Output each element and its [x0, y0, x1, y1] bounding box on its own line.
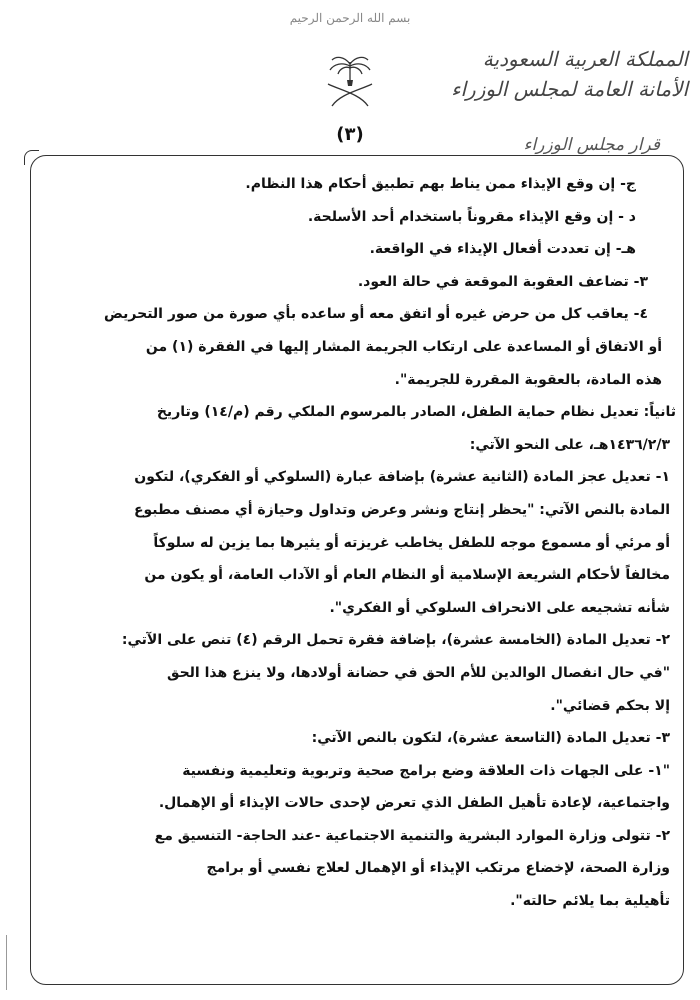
- text-line: إلا بحكم قضائي".: [550, 697, 670, 714]
- secretariat-title: الأمانة العامة لمجلس الوزراء: [451, 77, 688, 101]
- text-line: ١- تعديل عجز المادة (الثانية عشرة) بإضافة عبارة (السلوكي أو الفكري)، لتكون: [134, 469, 670, 486]
- text-line: ٢- تتولى وزارة الموارد البشرية والتنمية الاجتماعية -عند الحاجة- التنسيق مع: [154, 827, 670, 844]
- text-line: ثانياً: تعديل نظام حماية الطفل، الصادر بالمرسوم الملكي رقم (م/١٤) وتاريخ: [156, 404, 676, 421]
- text-line: أو مرئي أو مسموع موجه للطفل يخاطب غريزته أو يثيرها بما يزين له سلوكاً: [153, 534, 670, 551]
- text-line: شأنه تشجيعه على الانحراف السلوكي أو الفكري".: [329, 599, 670, 616]
- text-line: هذه المادة، بالعقوبة المقررة للجريمة".: [394, 371, 662, 388]
- text-line: هـ- إن تعددت أفعال الإيذاء في الواقعة.: [369, 241, 636, 258]
- text-line: ٣- تعديل المادة (التاسعة عشرة)، لتكون بالنص الآتي:: [311, 730, 670, 747]
- kingdom-title: المملكة العربية السعودية: [482, 47, 688, 71]
- saudi-emblem-icon: [318, 50, 382, 114]
- basmala-text: بسم الله الرحمن الرحيم: [289, 11, 411, 25]
- text-line: ٣- تضاعف العقوبة الموقعة في حالة العود.: [357, 273, 648, 290]
- text-line: واجتماعية، لإعادة تأهيل الطفل الذي تعرض لإحدى حالات الإيذاء أو الإهمال.: [158, 795, 670, 812]
- frame-corner: [24, 150, 39, 165]
- text-line: وزارة الصحة، لإخضاع مرتكب الإيذاء أو الإهمال لعلاج نفسي أو برامج: [206, 860, 670, 877]
- decision-title: قرار مجلس الوزراء: [523, 135, 660, 155]
- text-line: "١- على الجهات ذات العلاقة وضع برامج صحية وتربوية وتعليمية ونفسية: [182, 762, 670, 779]
- text-line: ١٤٣٦/٢/٣هـ، على النحو الآتي:: [469, 436, 670, 453]
- text-line: مخالفاً لأحكام الشريعة الإسلامية أو النظام العام أو الآداب العامة، أو يكون من: [144, 567, 670, 584]
- margin-mark: [6, 935, 7, 990]
- text-line: أو الاتفاق أو المساعدة على ارتكاب الجريمة المشار إليها في الفقرة (١) من: [145, 338, 662, 355]
- text-line: "في حال انفصال الوالدين للأم الحق في حضانة أولادها، ولا ينزع هذا الحق: [166, 664, 670, 681]
- text-line: د - إن وقع الإيذاء مقروناً باستخدام أحد الأسلحة.: [307, 208, 636, 225]
- page-number: (٣): [336, 124, 364, 145]
- document-body: [38, 168, 678, 918]
- text-line: ٢- تعديل المادة (الخامسة عشرة)، بإضافة فقرة تحمل الرقم (٤) تنص على الآتي:: [121, 632, 670, 649]
- text-line: تأهيلية بما يلائم حالته".: [510, 893, 670, 910]
- text-line: ج- إن وقع الإيذاء ممن يناط بهم تطبيق أحكام هذا النظام.: [245, 176, 636, 192]
- letterhead: [451, 44, 688, 104]
- text-line: المادة بالنص الآتي: "يحظر إنتاج ونشر وعرض وتداول وحيازة أي مصنف مطبوع: [133, 501, 670, 518]
- text-line: ٤- يعاقب كل من حرض غيره أو اتفق معه أو ساعده بأي صورة من صور التحريض: [104, 306, 648, 323]
